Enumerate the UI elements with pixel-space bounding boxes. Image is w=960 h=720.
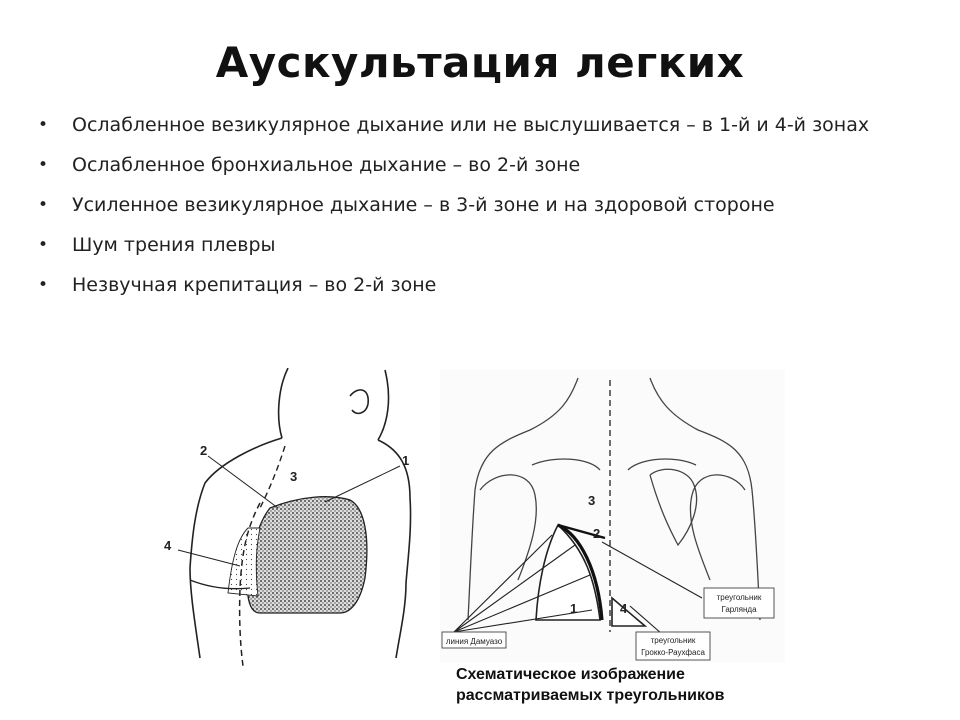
bullet-dot-icon: •	[38, 275, 49, 295]
bullet-item	[38, 152, 918, 179]
grocco-callout-text: Грокко-Раухфаса	[641, 648, 705, 657]
zone-label: 2	[200, 443, 208, 458]
damoiseau-callout-text: линия Дамуазо	[445, 637, 503, 646]
slide-title: Аускультация легких	[215, 38, 745, 87]
bullet-text: Незвучная крепитация – во 2-й зоне	[72, 274, 437, 296]
bullet-text: Шум трения плевры	[72, 234, 276, 256]
caption-line: Схематическое изображение	[456, 666, 685, 683]
zone-label: 3	[588, 493, 596, 508]
garland-callout-text: Гарлянда	[721, 605, 757, 614]
bullet-dot-icon: •	[38, 235, 49, 255]
bullet-text: Ослабленное везикулярное дыхание или не выслушивается – в 1-й и 4-й зонах	[72, 114, 870, 136]
head-outline	[279, 368, 389, 440]
zone-label: 1	[570, 601, 578, 616]
bullet-item	[38, 112, 918, 139]
zone-label: 4	[620, 601, 628, 616]
bullet-dot-icon: •	[38, 115, 49, 135]
triangles-schematic-figure	[440, 370, 785, 662]
zone-4-lightdots	[228, 528, 260, 596]
zone-label: 4	[164, 538, 172, 553]
bullet-text: Усиленное везикулярное дыхание – в 3-й зоне и на здоровой стороне	[72, 194, 775, 216]
zone-label: 3	[290, 469, 298, 484]
zone-label: 1	[402, 453, 410, 468]
bullet-item	[38, 192, 918, 219]
zone-2-dotted	[248, 497, 367, 613]
bullet-list	[38, 112, 918, 312]
bullet-item	[38, 272, 918, 299]
bullet-dot-icon: •	[38, 195, 49, 215]
bullet-item	[38, 232, 918, 259]
back-zones-figure	[160, 368, 430, 668]
grocco-callout-text: треугольник	[650, 636, 696, 645]
figure-caption	[456, 664, 786, 706]
zone-label: 2	[593, 526, 601, 541]
bullet-text: Ослабленное бронхиальное дыхание – во 2-й зоне	[72, 154, 581, 176]
garland-callout-text: треугольник	[716, 593, 762, 602]
spine-dashed-line	[260, 446, 285, 508]
caption-line: рассматриваемых треугольников	[456, 687, 725, 704]
bullet-dot-icon: •	[38, 155, 49, 175]
